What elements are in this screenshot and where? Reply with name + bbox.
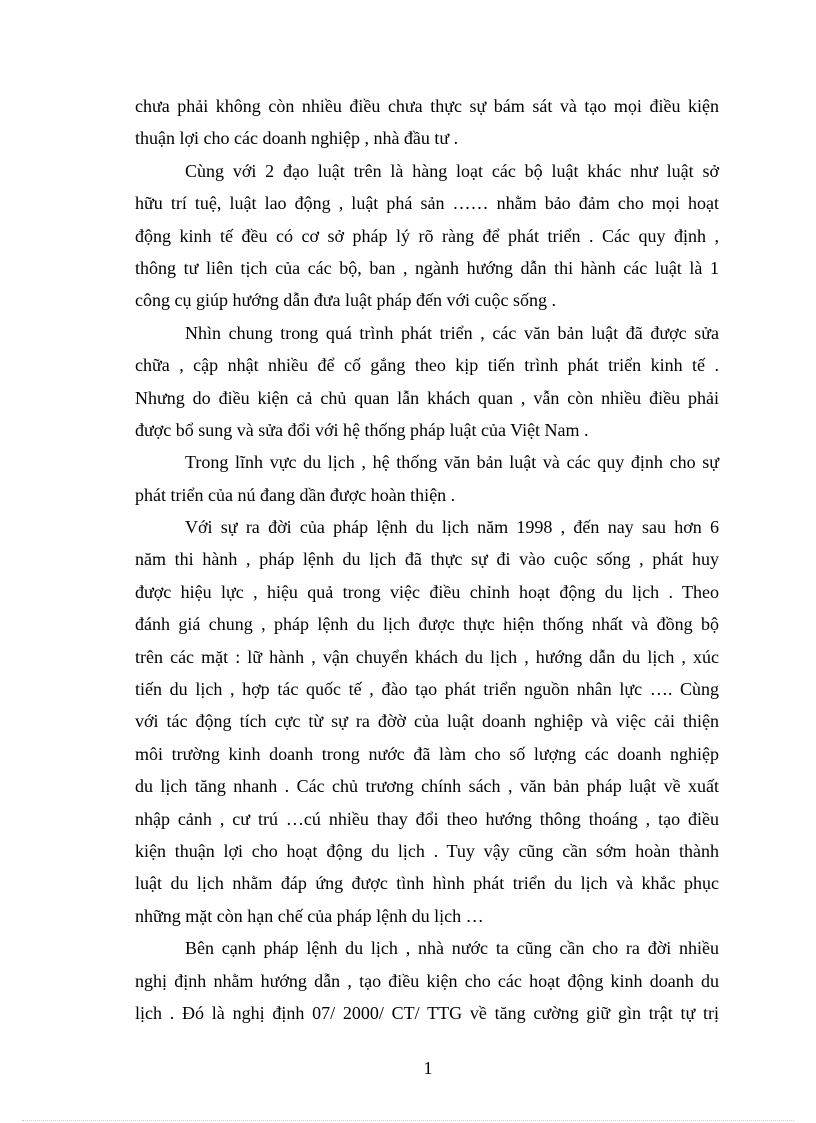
text-line: Nhìn chung trong quá trình phát triển , các văn bản luật đã được sửa — [185, 322, 719, 343]
paragraph-5 — [135, 511, 719, 932]
text-line: Nhưng do điều kiện cả chủ quan lẫn khách quan , vẫn còn nhiều điều phải — [135, 387, 719, 408]
paragraph-6 — [135, 932, 719, 1029]
text-line: trên các mặt : lữ hành , vận chuyển khách du lịch , hướng dẫn du lịch , xúc — [135, 646, 719, 667]
text-line: Với sự ra đời của pháp lệnh du lịch năm 1998 , đến nay sau hơn 6 — [185, 517, 719, 538]
text-line: lịch . Đó là nghị định 07/ 2000/ CT/ TTG về tăng cường giữ gìn trật tự trị — [135, 1002, 719, 1023]
text-line: hữu trí tuệ, luật lao động , luật phá sản …… nhằm bảo đảm cho mọi hoạt — [135, 193, 719, 214]
text-line: phát triển của nú đang dần được hoàn thiện . — [135, 484, 456, 505]
paragraph-2 — [135, 155, 719, 317]
text-line: chữa , cập nhật nhiều để cố gắng theo kịp tiến trình phát triển kinh tế . — [135, 355, 719, 376]
paragraph-4 — [135, 446, 719, 511]
text-line: chưa phải không còn nhiều điều chưa thực sự bám sát và tạo mọi điều kiện — [135, 96, 719, 116]
body-text — [135, 90, 719, 1029]
text-line: được bổ sung và sửa đổi với hệ thống pháp luật của Việt Nam . — [135, 419, 589, 440]
text-line: kiện thuận lợi cho hoạt động du lịch . Tuy vậy cũng cần sớm hoàn thành — [135, 840, 719, 861]
text-line: thuận lợi cho các doanh nghiệp , nhà đầu tư . — [135, 128, 459, 149]
text-line: thông tư liên tịch của các bộ, ban , ngành hướng dẫn thi hành các luật là 1 — [135, 257, 719, 278]
paragraph-3 — [135, 317, 719, 447]
text-line: Cùng với 2 đạo luật trên là hàng loạt các bộ luật khác như luật sở — [185, 160, 719, 181]
text-line: với tác động tích cực từ sự ra đờờ của luật doanh nghiệp và việc cải thiện — [135, 711, 719, 732]
page-bottom-divider — [22, 1120, 794, 1121]
text-line: nhập cảnh , cư trú …cú nhiều thay đổi theo hướng thông thoáng , tạo điều — [135, 808, 719, 829]
text-line: được hiệu lực , hiệu quả trong việc điều chỉnh hoạt động du lịch . Theo — [135, 581, 719, 602]
text-line: năm thi hành , pháp lệnh du lịch đã thực sự đi vào cuộc sống , phát huy — [135, 549, 719, 570]
page-number: 1 — [423, 1058, 433, 1078]
text-line: đánh giá chung , pháp lệnh du lịch được thực hiện thống nhất và đồng bộ — [135, 614, 719, 635]
text-line: những mặt còn hạn chế của pháp lệnh du lịch … — [135, 905, 484, 926]
paragraph-1 — [135, 90, 719, 155]
text-line: du lịch tăng nhanh . Các chủ trương chính sách , văn bản pháp luật về xuất — [135, 776, 719, 797]
text-line: động kinh tế đều có cơ sở pháp lý rõ ràng để phát triển . Các quy định , — [135, 225, 719, 246]
text-line: tiến du lịch , hợp tác quốc tế , đào tạo phát triển nguồn nhân lực …. Cùng — [135, 679, 719, 700]
text-line: luật du lịch nhằm đáp ứng được tình hình phát triển du lịch và khắc phục — [135, 873, 719, 894]
text-line: Bên cạnh pháp lệnh du lịch , nhà nước ta cũng cần cho ra đời nhiều — [185, 938, 719, 959]
text-line: môi trường kinh doanh trong nước đã làm cho số lượng các doanh nghiệp — [135, 743, 719, 764]
text-line: công cụ giúp hướng dẫn đưa luật pháp đến với cuộc sống . — [135, 290, 556, 311]
text-line: Trong lĩnh vực du lịch , hệ thống văn bản luật và các quy định cho sự — [185, 452, 719, 473]
text-line: nghị định nhằm hướng dẫn , tạo điều kiện cho các hoạt động kinh doanh du — [135, 970, 719, 991]
